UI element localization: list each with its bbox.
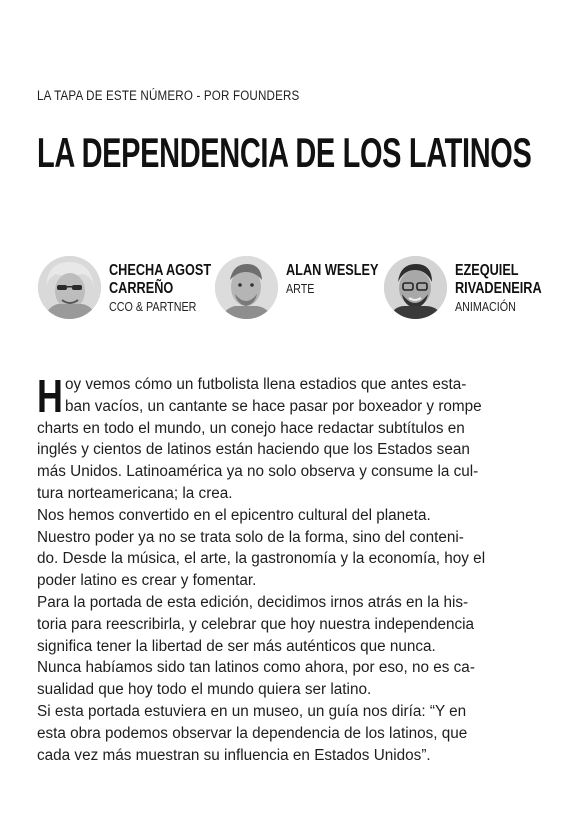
- article-line: significa tener la libertad de ser más auténticos que nunca.: [37, 637, 436, 655]
- article-line: Si esta portada estuviera en un museo, un guía nos diría: “Y en: [37, 702, 467, 720]
- author-card: [38, 256, 234, 319]
- article-line: más Unidos. Latinoamérica ya no solo observa y consume la cul-: [37, 463, 479, 481]
- article-line: esta obra podemos observar la dependencia de los latinos, que: [37, 724, 468, 742]
- article-line: oy vemos cómo un futbolista llena estadios que antes esta-: [65, 376, 467, 393]
- article-line: sualidad que hoy todo el mundo quiera ser latino.: [37, 681, 372, 699]
- article-line: charts en todo el mundo, un conejo hace redactar subtítulos en: [37, 419, 465, 437]
- author-photo: [215, 256, 278, 319]
- article-line: poder latino es crear y fomentar.: [37, 572, 257, 590]
- author-photo: [384, 256, 447, 319]
- drop-cap: H: [37, 370, 63, 422]
- article-line: Nunca habíamos sido tan latinos como ahora, por eso, no es ca-: [37, 659, 475, 677]
- author-name: EZEQUIEL: [455, 262, 519, 279]
- page-title: LA DEPENDENCIA DE LOS LATINOS: [37, 129, 532, 176]
- author-name: RIVADENEIRA: [455, 280, 542, 297]
- author-card: [384, 256, 561, 319]
- article-line: tura norteamericana; la crea.: [37, 484, 233, 502]
- article-line: cada vez más muestran su influencia en Estados Unidos”.: [37, 746, 431, 764]
- author-name: CHECHA AGOST: [109, 262, 212, 279]
- article-line: ban vacíos, un cantante se hace pasar por boxeador y rompe: [65, 397, 482, 415]
- section-kicker: LA TAPA DE ESTE NÚMERO - POR FOUNDERS: [37, 88, 300, 103]
- article-line: do. Desde la música, el arte, la gastronomía y la economía, hoy el: [37, 550, 486, 568]
- article-line: inglés y cientos de latinos están haciendo que los Estados sean: [37, 441, 470, 459]
- author-name: CARREÑO: [109, 280, 174, 297]
- article-line: Para la portada de esta edición, decidimos irnos atrás en la his-: [37, 593, 469, 611]
- author-role: ARTE: [286, 282, 315, 296]
- article-line: toria para reescribirla, y celebrar que hoy nuestra independencia: [37, 615, 475, 633]
- author-role: ANIMACIÓN: [455, 300, 516, 314]
- article-line: Nos hemos convertido en el epicentro cultural del planeta.: [37, 506, 431, 524]
- article-line: Nuestro poder ya no se trata solo de la forma, sino del conteni-: [37, 528, 464, 546]
- article-body: [37, 370, 527, 766]
- author-card: [215, 256, 399, 319]
- author-photo: [38, 256, 101, 319]
- author-name: ALAN WESLEY: [286, 262, 379, 279]
- author-role: CCO & PARTNER: [109, 300, 197, 314]
